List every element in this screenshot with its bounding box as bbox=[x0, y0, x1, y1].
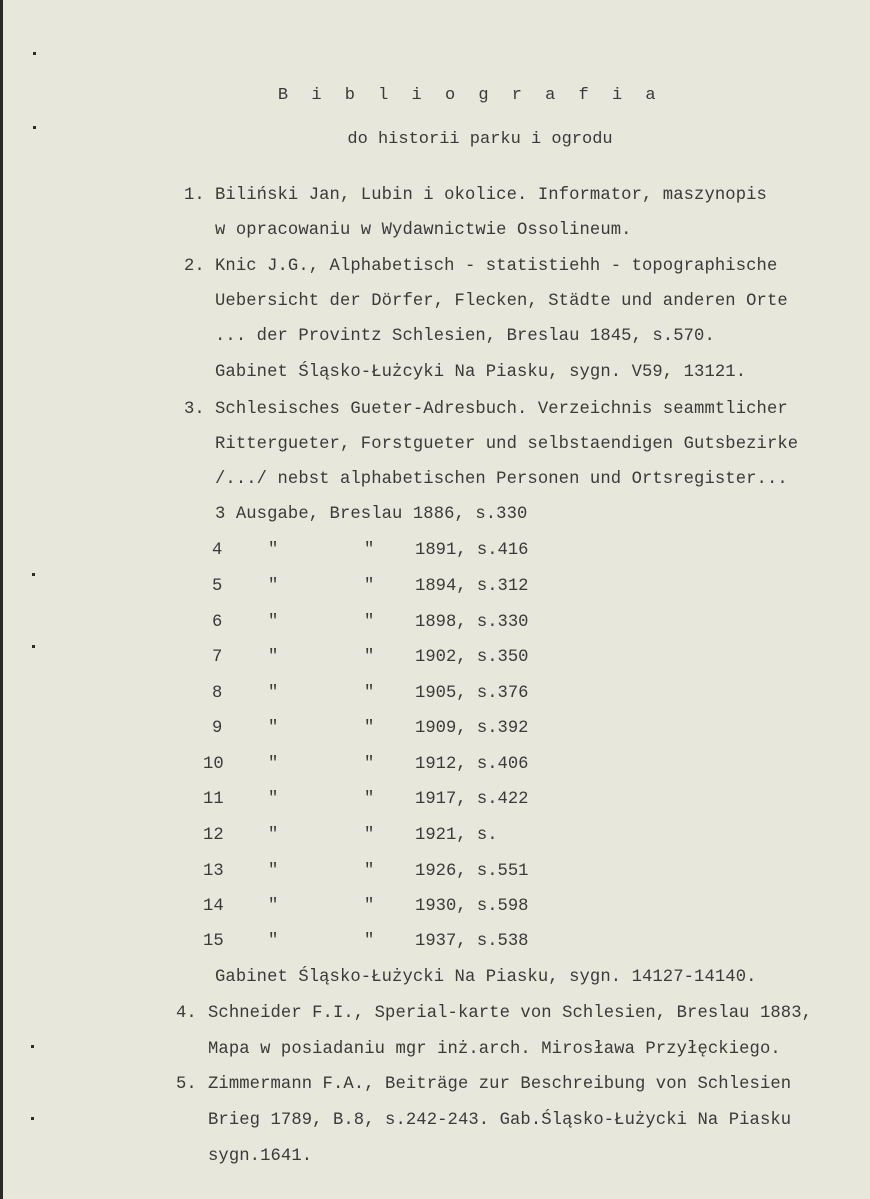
entry-line: /.../ nebst alphabetischen Personen und Ortsregister... bbox=[215, 470, 788, 489]
entry-number: 3. bbox=[184, 400, 205, 419]
binding-mark bbox=[31, 1117, 34, 1120]
entry-line: w opracowaniu w Wydawnictwie Ossolineum. bbox=[215, 221, 632, 240]
page-title: B i b l i o g r a f i a bbox=[277, 86, 663, 105]
entry-number: 1. bbox=[184, 186, 205, 205]
entry-line: Biliński Jan, Lubin i okolice. Informator, maszynopis bbox=[215, 186, 767, 205]
page-subtitle: do historii parku i ogrodu bbox=[347, 130, 613, 149]
entry-line: Knic J.G., Alphabetisch - statistiehh - topographische bbox=[215, 257, 778, 276]
entry-line: Schlesisches Gueter-Adresbuch. Verzeichnis seammtlicher bbox=[215, 400, 788, 419]
entry-line: Zimmermann F.A., Beiträge zur Beschreibung von Schlesien bbox=[208, 1075, 792, 1094]
binding-mark bbox=[32, 573, 35, 576]
entry-line: Mapa w posiadaniu mgr inż.arch. Mirosława Przyłęckiego. bbox=[208, 1040, 781, 1059]
binding-mark bbox=[31, 1045, 34, 1048]
entry-line: Schneider F.I., Sperial-karte von Schlesien, Breslau 1883, bbox=[208, 1004, 813, 1023]
entry-number: 5. bbox=[176, 1075, 197, 1094]
entry-line: Rittergueter, Forstgueter und selbstaendigen Gutsbezirke bbox=[215, 435, 799, 454]
entry-line: Uebersicht der Dörfer, Flecken, Städte und anderen Orte bbox=[215, 292, 788, 311]
binding-mark bbox=[32, 645, 35, 648]
entry-number: 4. bbox=[176, 1004, 197, 1023]
entry-number: 2. bbox=[184, 257, 205, 276]
entry-line: Brieg 1789, B.8, s.242-243. Gab.Śląsko-Łużycki Na Piasku bbox=[208, 1111, 792, 1130]
entry-line: Gabinet Śląsko-Łużcyki Na Piasku, sygn. V59, 13121. bbox=[215, 363, 747, 382]
entry-line: ... der Provintz Schlesien, Breslau 1845, s.570. bbox=[215, 327, 715, 346]
entry-footer: Gabinet Śląsko-Łużycki Na Piasku, sygn. 14127-14140. bbox=[215, 968, 757, 987]
entry-line: sygn.1641. bbox=[208, 1147, 313, 1166]
binding-mark bbox=[33, 52, 36, 55]
binding-mark bbox=[33, 126, 36, 129]
page-edge bbox=[0, 0, 3, 1199]
entry-line: 3 Ausgabe, Breslau 1886, s.330 bbox=[215, 505, 528, 524]
